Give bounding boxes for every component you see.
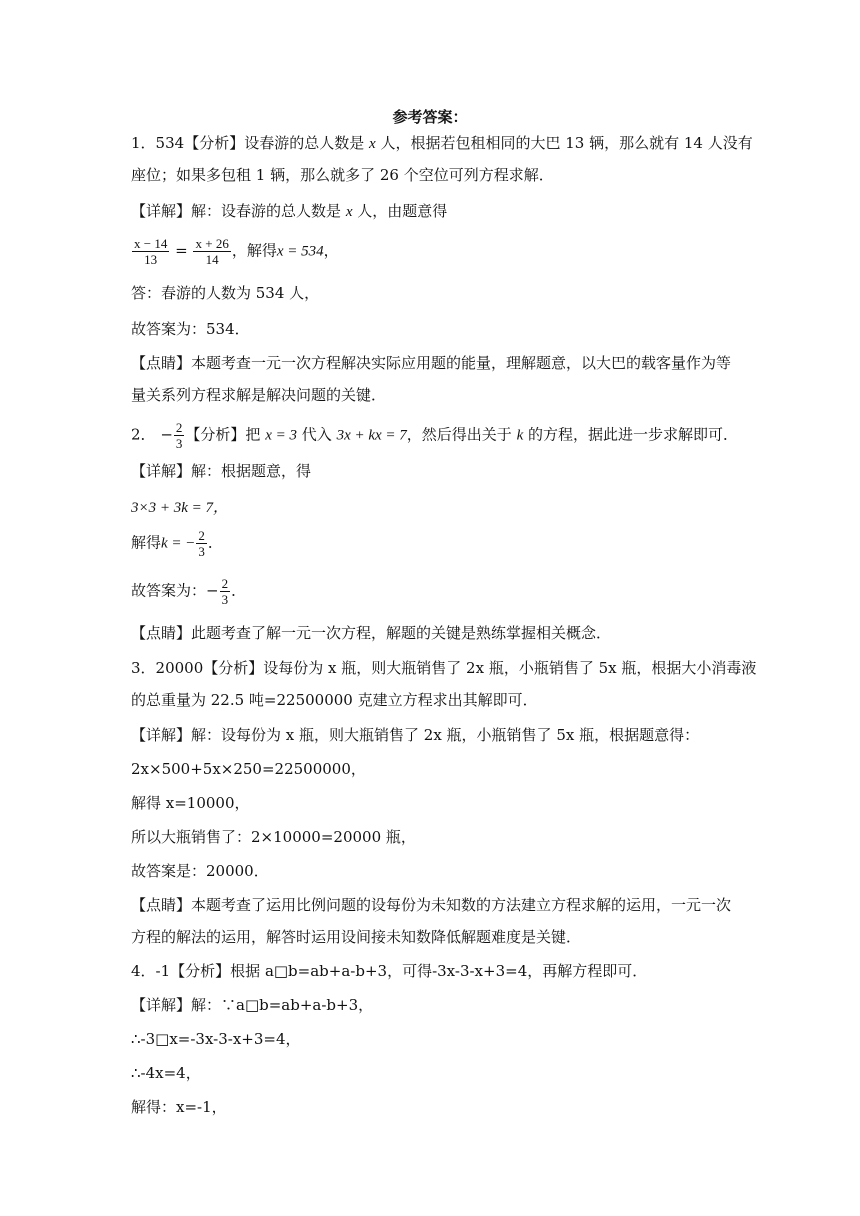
q1-comment-line1: 【点睛】本题考查一元一次方程解决实际应用题的能量，理解题意，以大巴的载客量作为等 — [131, 354, 732, 372]
q1-final: 故答案为：534． — [131, 320, 250, 338]
q2-answer-fraction: $\frac{2}{3}$ — [175, 420, 183, 451]
q2-detail-line: 【详解】解：根据题意，得 — [131, 462, 312, 480]
q3-comment-line2: 方程的解法的运用，解答时运用设间接未知数降低解题难度是关键． — [131, 928, 582, 946]
q1-analysis-tag: 【分析】 — [184, 134, 245, 152]
q4-detail-line: 【详解】解：∵a□b=ab+a-b+3， — [131, 996, 374, 1014]
q3-comment-line1: 【点睛】本题考查了运用比例问题的设每份为未知数的方法建立方程求解的运用，一元一次 — [131, 896, 732, 914]
q1-answer: 答：春游的人数为 534 人， — [131, 284, 320, 302]
q3-step3: 所以大瓶销售了：2×10000=20000 瓶， — [131, 828, 416, 846]
q4-step2: ∴-4x=4， — [131, 1064, 201, 1082]
q1-analysis-line1: 1．534【分析】设春游的总人数是 x 人，根据若包租相同的大巴 13 辆，那么就有 14 人没有 — [131, 134, 753, 152]
q4-step1: ∴-3□x=-3x-3-x+3=4， — [131, 1030, 301, 1048]
q3-analysis-line1: 3．20000【分析】设每份为 x 瓶，则大瓶销售了 2x 瓶，小瓶销售了 5x 瓶，根据大小消毒液 — [131, 659, 757, 677]
q1-fraction-right: $\frac{x + 26}{14}$ — [195, 236, 229, 267]
q1-analysis-line2: 座位；如果多包租 1 辆，那么就多了 26 个空位可列方程求解． — [131, 166, 554, 184]
q1-fraction-left: $\frac{x - 14}{13}$ — [134, 236, 168, 267]
q2-final: 故答案为：− $\frac{2}{3}$ ． — [131, 576, 247, 607]
q3-step1: 2x×500+5x×250=22500000， — [131, 760, 366, 778]
q3-step2: 解得 x=10000， — [131, 794, 250, 812]
q2-comment: 【点睛】此题考查了解一元一次方程，解题的关键是熟练掌握相关概念． — [131, 624, 612, 642]
q1-detail-line: 【详解】解：设春游的总人数是 x 人，由题意得 — [131, 202, 448, 220]
q1-comment-line2: 量关系列方程求解是解决问题的关键． — [131, 386, 387, 404]
q1-equation-line: $\frac{x - 14}{13}$ = $\frac{x + 26}{14}$ ，解得x = 534， — [134, 236, 339, 267]
q2-step2: 解得k = − $\frac{2}{3}$ ． — [131, 528, 223, 559]
q3-analysis-line2: 的总重量为 22.5 吨=22500000 克建立方程求出其解即可． — [131, 691, 538, 709]
q2-step1: 3×3 + 3k = 7， — [131, 500, 229, 516]
q3-detail-line: 【详解】解：设每份为 x 瓶，则大瓶销售了 2x 瓶，小瓶销售了 5x 瓶，根据题意得： — [131, 726, 700, 744]
q1-number: 1．534 — [131, 134, 185, 152]
q3-final: 故答案是：20000． — [131, 862, 269, 880]
q2-analysis-line: 2． − $\frac{2}{3}$ 【分析】把 x = 3 代入 3x + kx = 7，然后得出关于 k 的方程，据此进一步求解即可． — [131, 420, 739, 451]
q4-analysis-line: 4．-1【分析】根据 a□b=ab+a-b+3，可得-3x-3-x+3=4，再解方程即可． — [131, 962, 648, 980]
q4-step3: 解得：x=-1， — [131, 1098, 227, 1116]
page-title: 参考答案： — [392, 108, 468, 126]
